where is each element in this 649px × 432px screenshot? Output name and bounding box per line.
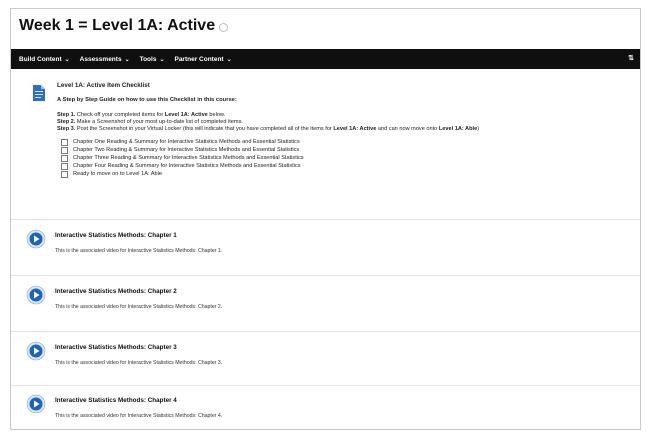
assessments-menu[interactable] [80, 56, 130, 63]
checklist-label: Chapter Four Reading & Summary for Interactive Statistics Methods and Essential Statistics [73, 162, 301, 169]
video-title[interactable]: Interactive Statistics Methods: Chapter 2 [55, 288, 177, 295]
checklist-item [11, 77, 640, 220]
build-content-label: Build Content [19, 55, 62, 63]
content-area [10, 8, 641, 430]
document-icon [33, 85, 45, 101]
video-icon [26, 285, 46, 305]
video-item-chapter-4 [11, 385, 640, 429]
checklist-label: Chapter Three Reading & Summary for Interactive Statistics Methods and Essential Statistics [73, 154, 304, 161]
checklist-title[interactable]: Level 1A: Active Item Checklist [57, 82, 150, 89]
chevron-down-icon: ⌄ [124, 56, 130, 63]
assessments-label: Assessments [79, 55, 122, 63]
checkbox[interactable] [61, 147, 68, 154]
partner-content-menu[interactable] [174, 56, 231, 63]
steps-block [57, 112, 627, 133]
checklist-row [57, 162, 627, 170]
sort-icon[interactable]: ⇅ [628, 55, 634, 62]
checklist-items [57, 139, 627, 178]
page-header [11, 9, 640, 43]
video-title[interactable]: Interactive Statistics Methods: Chapter 4 [55, 397, 177, 404]
video-icon [26, 341, 46, 361]
video-description: This is the associated video for Interactive Statistics Methods: Chapter 4. [55, 413, 223, 419]
step-3: Step 3. Post the Screenshot in your Virtual Locker (this will indicate that you have completed all of the items for Level 1A: Active and can now move onto Level 1A: Able) [57, 126, 480, 132]
checklist-row [57, 139, 627, 147]
checklist-label: Ready to move on to Level 1A: Able [73, 170, 162, 177]
step-1: Step 1. Check off your completed items for Level 1A: Active below. [57, 112, 226, 118]
options-circle-icon[interactable] [219, 23, 228, 32]
checklist-row [57, 170, 627, 178]
checklist-label: Chapter One Reading & Summary for Interactive Statistics Methods and Essential Statistics [73, 139, 300, 146]
chevron-down-icon: ⌄ [159, 56, 165, 63]
video-description: This is the associated video for Interactive Statistics Methods: Chapter 1. [55, 248, 223, 254]
checkbox[interactable] [61, 171, 68, 178]
checkbox[interactable] [61, 155, 68, 162]
partner-content-label: Partner Content [174, 55, 224, 63]
action-bar [11, 49, 640, 69]
video-icon [26, 394, 46, 414]
video-title[interactable]: Interactive Statistics Methods: Chapter 1 [55, 232, 177, 239]
page-title: Week 1 = Level 1A: Active [19, 17, 216, 34]
checklist-subtitle: A Step by Step Guide on how to use this Checklist in this course: [57, 97, 237, 103]
video-item-chapter-2 [11, 275, 640, 332]
video-item-chapter-3 [11, 331, 640, 386]
step-2: Step 2. Make a Screenshot of your most up-to-date list of completed items. [57, 119, 243, 125]
video-description: This is the associated video for Interactive Statistics Methods: Chapter 2. [55, 304, 223, 310]
checklist-row [57, 147, 627, 155]
tools-menu[interactable] [140, 56, 165, 63]
video-item-chapter-1 [11, 219, 640, 276]
video-icon [26, 229, 46, 249]
checklist-label: Chapter Two Reading & Summary for Interactive Statistics Methods and Essential Statistics [73, 147, 300, 154]
video-description: This is the associated video for Interactive Statistics Methods: Chapter 3. [55, 360, 223, 366]
video-title[interactable]: Interactive Statistics Methods: Chapter 3 [55, 344, 177, 351]
checkbox[interactable] [61, 163, 68, 170]
build-content-menu[interactable] [19, 56, 70, 63]
chevron-down-icon: ⌄ [226, 56, 232, 63]
chevron-down-icon: ⌄ [64, 56, 70, 63]
tools-label: Tools [139, 55, 157, 63]
checklist-row [57, 155, 627, 163]
checkbox[interactable] [61, 139, 68, 146]
